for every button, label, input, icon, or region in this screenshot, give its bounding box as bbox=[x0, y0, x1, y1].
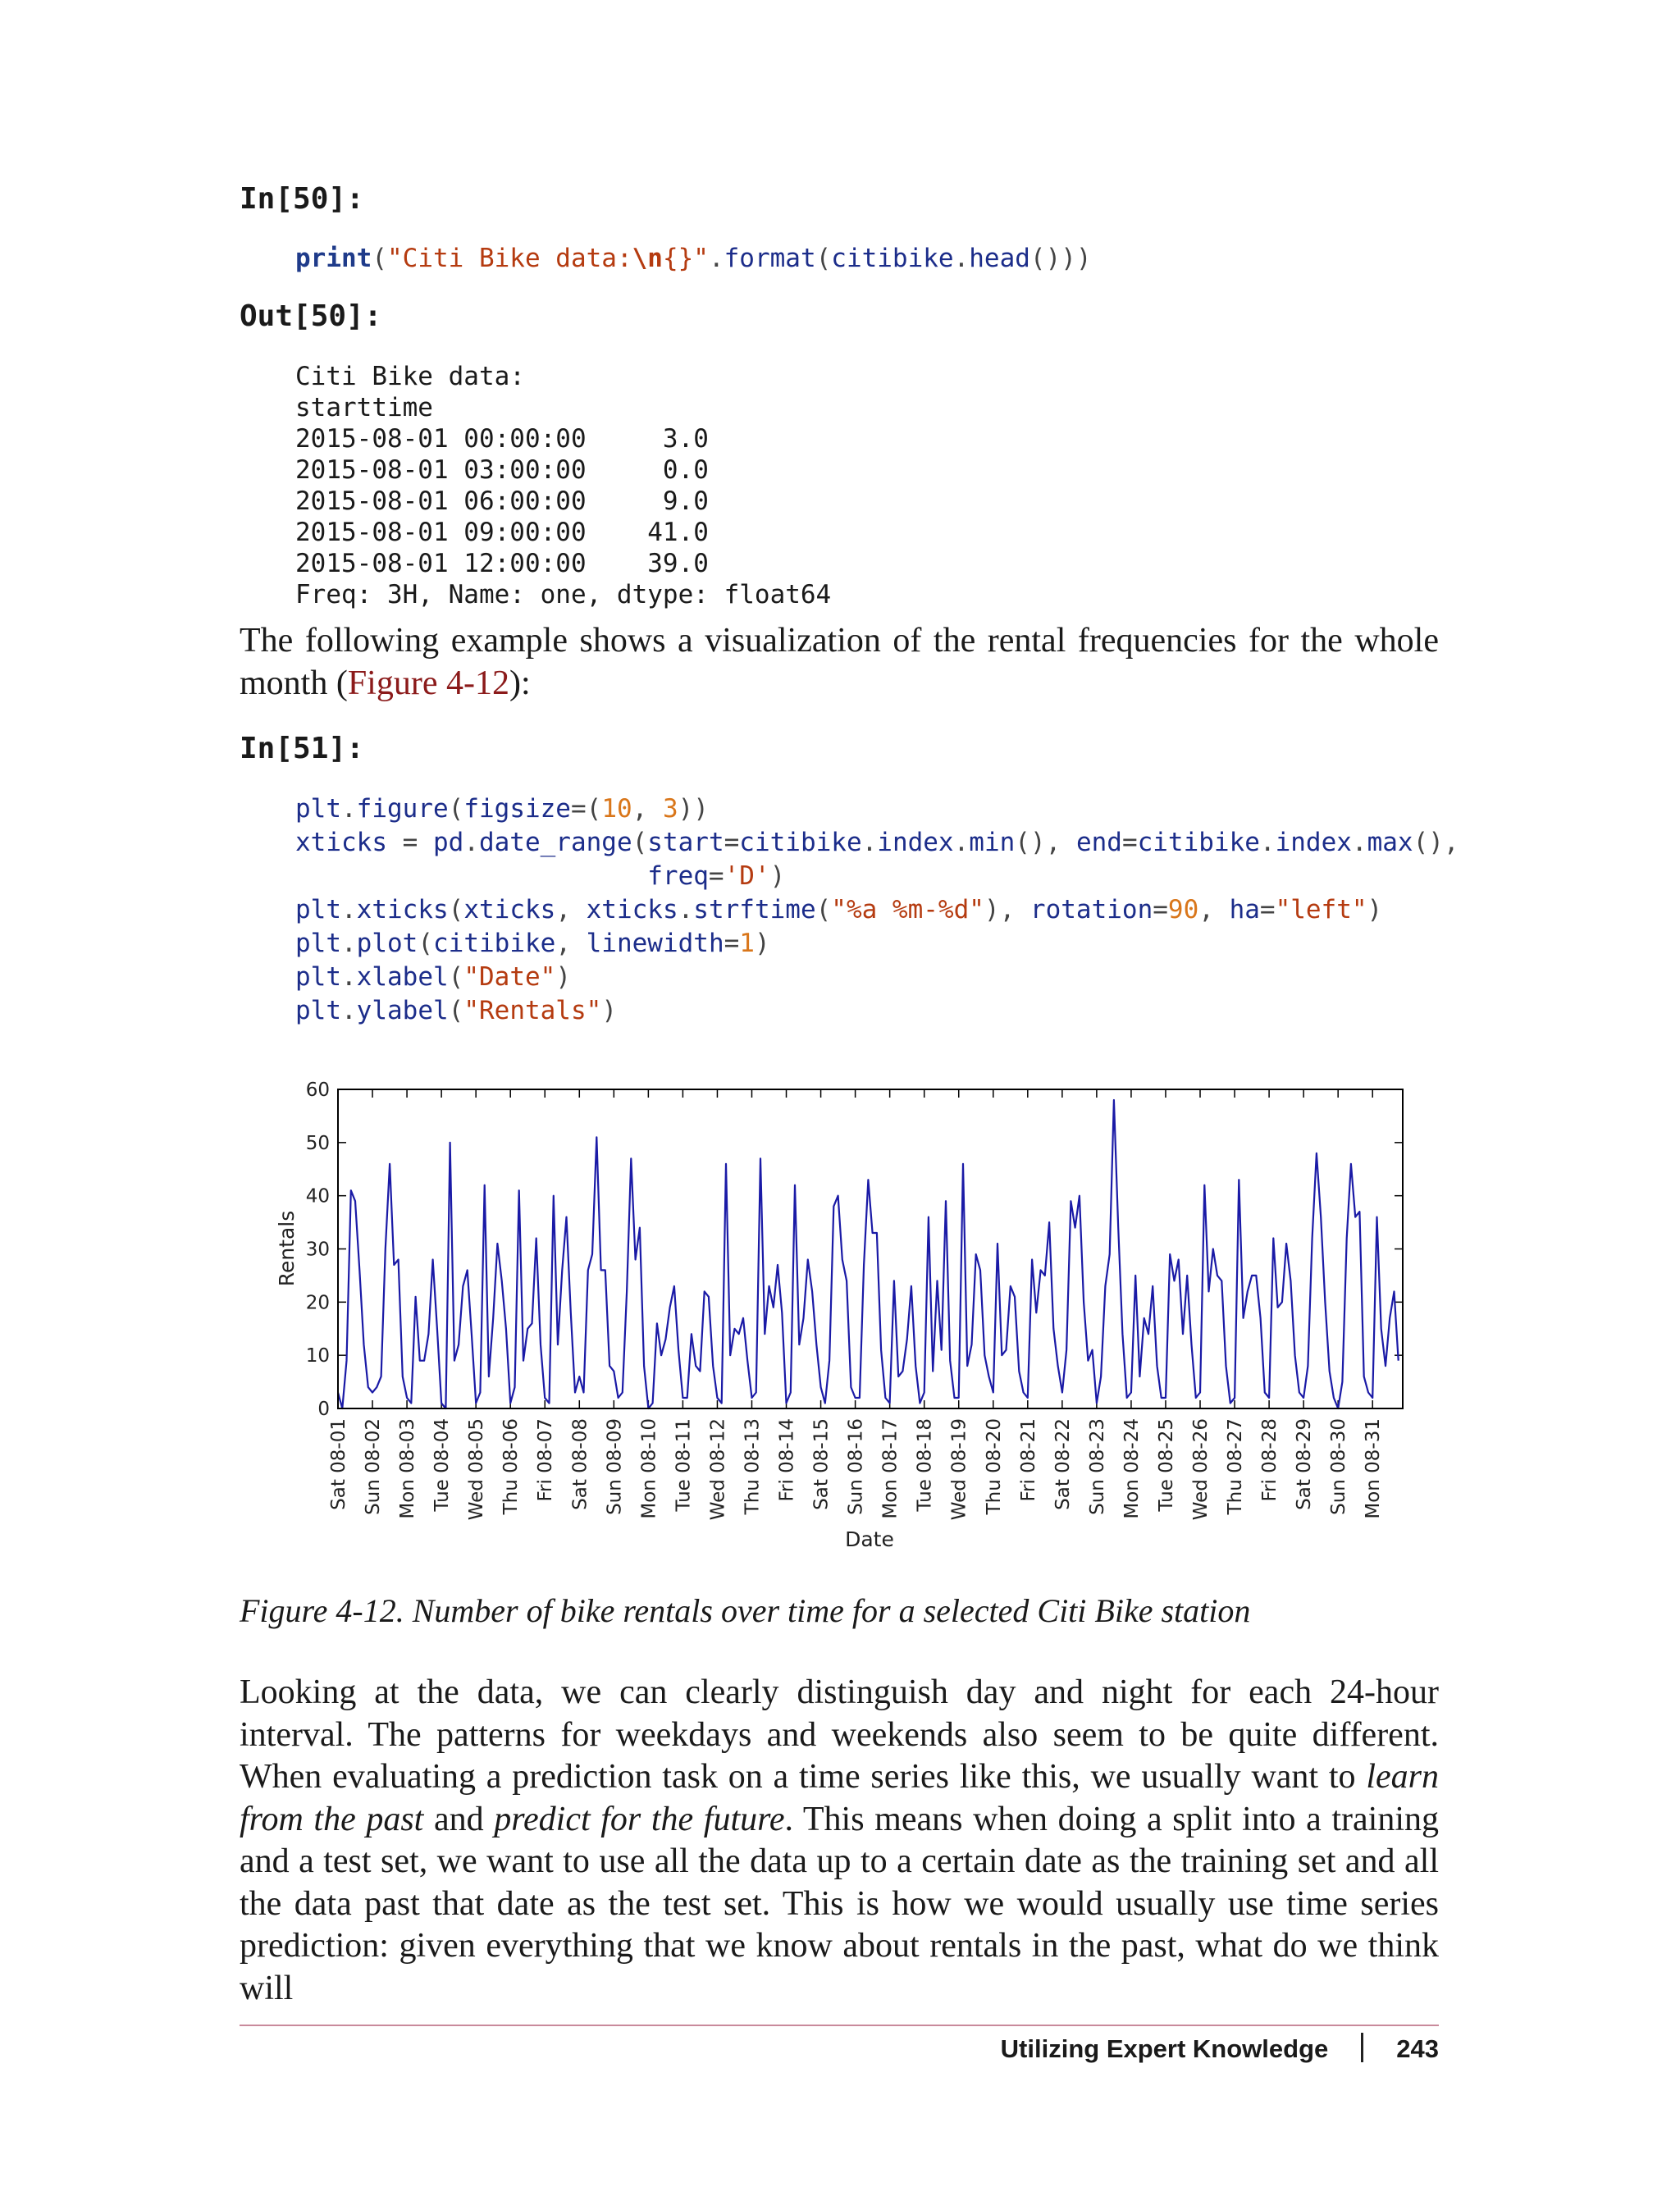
code-token: pd bbox=[432, 828, 464, 857]
code-token: citibike bbox=[433, 929, 556, 958]
code-token: =( bbox=[570, 794, 602, 824]
paragraph-text: ): bbox=[509, 664, 531, 702]
x-tick-label: Tue 08-04 bbox=[431, 1418, 454, 1512]
code-token: = bbox=[724, 929, 740, 958]
code-token: . bbox=[1351, 828, 1367, 857]
code-token: "Rentals" bbox=[463, 996, 602, 1025]
x-tick-label: Mon 08-03 bbox=[397, 1418, 419, 1519]
code-token: figsize bbox=[463, 794, 571, 824]
code-token: = bbox=[1153, 895, 1168, 924]
x-tick-label: Sun 08-23 bbox=[1086, 1418, 1108, 1515]
code-token: ) bbox=[1367, 895, 1383, 924]
code-token: . bbox=[861, 828, 878, 857]
emphasis-text: predict for the future bbox=[494, 1800, 785, 1838]
x-tick-label: Mon 08-24 bbox=[1121, 1418, 1143, 1519]
output-line: 2015-08-01 12:00:00 39.0 bbox=[295, 549, 709, 578]
rentals-line-chart bbox=[262, 1066, 1427, 1559]
code-token: ) bbox=[769, 861, 786, 891]
x-tick-label: Tue 08-11 bbox=[673, 1418, 695, 1512]
y-tick-label: 30 bbox=[305, 1239, 330, 1261]
code-token: ( bbox=[632, 828, 648, 857]
code-token: ( bbox=[372, 244, 387, 273]
output-line: 2015-08-01 06:00:00 9.0 bbox=[295, 486, 709, 516]
paragraph-text: . This means when doing a split into a training and a test set, we want to use all the data up to a certain date as the training set and all the data past that date as the test set. This is how we would usually use time series prediction: given everything that we know about rentals in the past, what do we think will bbox=[240, 1800, 1439, 2007]
code-token: plt bbox=[295, 794, 341, 824]
code-token: . bbox=[678, 895, 694, 924]
y-tick-label: 20 bbox=[305, 1292, 330, 1314]
code-token: citibike bbox=[831, 244, 954, 273]
x-axis-label: Date bbox=[845, 1527, 894, 1551]
code-token: end bbox=[1075, 828, 1122, 857]
x-tick-label: Fri 08-14 bbox=[776, 1418, 798, 1502]
code-token: = bbox=[386, 828, 433, 857]
paragraph-body bbox=[240, 1672, 1439, 2010]
x-tick-label: Sat 08-15 bbox=[810, 1418, 833, 1510]
code-token: ( bbox=[815, 244, 832, 273]
code-token: citibike bbox=[739, 828, 862, 857]
code-token: . bbox=[341, 895, 357, 924]
code-token: ( bbox=[448, 962, 464, 992]
x-tick-label: Fri 08-07 bbox=[535, 1418, 557, 1502]
code-indent bbox=[295, 861, 647, 891]
code-token: 1 bbox=[739, 929, 755, 958]
code-token: . bbox=[341, 996, 357, 1025]
code-token: linewidth bbox=[586, 929, 724, 958]
code-token: format bbox=[724, 244, 816, 273]
code-token: = bbox=[724, 828, 740, 857]
code-token: "Date" bbox=[463, 962, 556, 992]
code-token: ( bbox=[815, 895, 832, 924]
output-line: 2015-08-01 00:00:00 3.0 bbox=[295, 424, 709, 454]
code-token: plt bbox=[295, 996, 341, 1025]
code-token: plt bbox=[295, 962, 341, 992]
code-token: ( bbox=[448, 996, 464, 1025]
x-tick-label: Wed 08-05 bbox=[466, 1418, 488, 1521]
x-tick-label: Sun 08-09 bbox=[604, 1418, 626, 1515]
code-token: . bbox=[953, 244, 970, 273]
code-token: 10 bbox=[601, 794, 632, 824]
paragraph-text: The following example shows a visualization of the rental frequencies for the whole month ( bbox=[240, 622, 1439, 702]
x-tick-label: Thu 08-13 bbox=[742, 1418, 764, 1515]
code-block-print bbox=[295, 242, 1092, 276]
output-line: Citi Bike data: bbox=[295, 362, 525, 391]
paragraph-text: Looking at the data, we can clearly distinguish day and night for each 24-hour interval. The patterns for weekdays and weekends also seem to be quite different. When evaluating a prediction task on a time series like this, we usually want to bbox=[240, 1673, 1439, 1796]
x-tick-label: Sat 08-22 bbox=[1052, 1418, 1074, 1510]
code-output-block bbox=[295, 361, 831, 610]
y-tick-label: 10 bbox=[305, 1345, 330, 1367]
output-line: starttime bbox=[295, 393, 433, 422]
code-token: xticks bbox=[586, 895, 678, 924]
code-token: = bbox=[1121, 828, 1138, 857]
code-token: (), bbox=[1015, 828, 1076, 857]
code-token: rotation bbox=[1029, 895, 1153, 924]
x-tick-label: Sat 08-29 bbox=[1294, 1418, 1316, 1510]
code-token: xlabel bbox=[356, 962, 449, 992]
x-tick-label: Fri 08-21 bbox=[1017, 1418, 1039, 1502]
figure-link[interactable]: Figure 4-12 bbox=[347, 664, 509, 702]
y-tick-label: 60 bbox=[305, 1080, 330, 1101]
x-tick-label: Thu 08-20 bbox=[983, 1418, 1005, 1515]
code-token: . bbox=[463, 828, 479, 857]
code-token: min bbox=[969, 828, 1016, 857]
code-token: . bbox=[341, 929, 357, 958]
code-token: , bbox=[555, 929, 587, 958]
code-token: citibike bbox=[1137, 828, 1260, 857]
code-token: 3 bbox=[662, 794, 678, 824]
y-tick-label: 0 bbox=[317, 1399, 330, 1420]
code-token: ) bbox=[601, 996, 617, 1025]
page-number: 243 bbox=[1396, 2034, 1439, 2063]
code-token: print bbox=[295, 244, 372, 273]
code-token: strftime bbox=[693, 895, 816, 924]
y-axis-label: Rentals bbox=[275, 1210, 299, 1287]
x-tick-label: Tue 08-18 bbox=[914, 1418, 936, 1512]
y-tick-label: 50 bbox=[305, 1132, 330, 1154]
output-line: 2015-08-01 09:00:00 41.0 bbox=[295, 518, 709, 547]
x-tick-label: Fri 08-28 bbox=[1259, 1418, 1281, 1502]
code-token: . bbox=[341, 794, 357, 824]
code-token: . bbox=[341, 962, 357, 992]
code-token: ), bbox=[984, 895, 1030, 924]
code-token: plt bbox=[295, 929, 341, 958]
x-tick-label: Mon 08-10 bbox=[638, 1418, 660, 1519]
input-cell-label: In[51]: bbox=[240, 732, 364, 765]
code-token: ylabel bbox=[356, 996, 449, 1025]
code-token: ())) bbox=[1029, 244, 1092, 273]
code-token: ( bbox=[448, 794, 464, 824]
code-token: xticks bbox=[356, 895, 449, 924]
code-token: , bbox=[1198, 895, 1230, 924]
output-line: Freq: 3H, Name: one, dtype: float64 bbox=[295, 580, 832, 609]
x-tick-label: Sun 08-30 bbox=[1328, 1418, 1350, 1515]
code-token: start bbox=[647, 828, 724, 857]
code-token: . bbox=[953, 828, 970, 857]
x-tick-label: Mon 08-17 bbox=[879, 1418, 902, 1519]
code-token: ( bbox=[448, 895, 464, 924]
code-token: freq bbox=[647, 861, 709, 891]
paragraph-intro bbox=[240, 620, 1439, 705]
code-token: ha bbox=[1229, 895, 1260, 924]
x-tick-label: Wed 08-19 bbox=[948, 1418, 970, 1521]
code-token: \n bbox=[632, 244, 663, 273]
code-token: . bbox=[1259, 828, 1276, 857]
code-token: ( bbox=[418, 929, 433, 958]
code-token: (), bbox=[1413, 828, 1459, 857]
code-token: plot bbox=[356, 929, 418, 958]
x-tick-label: Mon 08-31 bbox=[1363, 1418, 1385, 1519]
y-tick-label: 40 bbox=[305, 1185, 330, 1208]
x-tick-label: Thu 08-06 bbox=[500, 1418, 523, 1515]
x-tick-label: Sat 08-01 bbox=[328, 1418, 349, 1510]
code-token: "Citi Bike data: bbox=[387, 244, 632, 273]
code-token: figure bbox=[356, 794, 449, 824]
output-line: 2015-08-01 03:00:00 0.0 bbox=[295, 455, 709, 485]
code-token: plt bbox=[295, 895, 341, 924]
code-block-plot bbox=[295, 792, 1459, 1028]
code-token: index bbox=[1275, 828, 1352, 857]
code-token: , bbox=[555, 895, 587, 924]
output-cell-label: Out[50]: bbox=[240, 299, 382, 333]
code-token: "left" bbox=[1275, 895, 1367, 924]
code-token: date_range bbox=[478, 828, 632, 857]
emphasis-text: learn from the past bbox=[240, 1758, 1439, 1838]
code-token: = bbox=[708, 861, 724, 891]
code-token: "%a %m-%d" bbox=[831, 895, 984, 924]
x-tick-label: Thu 08-27 bbox=[1225, 1418, 1247, 1515]
page-footer bbox=[1001, 2033, 1439, 2064]
paragraph-text: and bbox=[423, 1800, 495, 1838]
code-token: xticks bbox=[463, 895, 556, 924]
code-token: 'D' bbox=[724, 861, 770, 891]
x-tick-label: Tue 08-25 bbox=[1155, 1418, 1177, 1512]
code-token: ) bbox=[754, 929, 770, 958]
code-token: )) bbox=[678, 794, 709, 824]
code-token: xticks bbox=[295, 828, 387, 857]
code-token: ) bbox=[555, 962, 571, 992]
x-tick-label: Wed 08-12 bbox=[707, 1418, 729, 1521]
code-token: 90 bbox=[1167, 895, 1199, 924]
figure-caption: Figure 4-12. Number of bike rentals over time for a selected Citi Bike station bbox=[240, 1592, 1251, 1629]
series-line bbox=[338, 1100, 1399, 1408]
code-token: head bbox=[969, 244, 1030, 273]
running-head: Utilizing Expert Knowledge bbox=[1000, 2034, 1329, 2063]
code-token: index bbox=[877, 828, 954, 857]
x-tick-label: Sun 08-02 bbox=[363, 1418, 385, 1515]
input-cell-label: In[50]: bbox=[240, 182, 364, 216]
code-token: . bbox=[708, 244, 724, 273]
footer-separator bbox=[1361, 2033, 1363, 2062]
code-token: {}" bbox=[662, 244, 709, 273]
code-token: , bbox=[632, 794, 663, 824]
code-token: max bbox=[1367, 828, 1413, 857]
footer-rule bbox=[240, 2025, 1439, 2026]
x-tick-label: Sat 08-08 bbox=[569, 1418, 591, 1510]
code-token: = bbox=[1259, 895, 1276, 924]
x-tick-label: Wed 08-26 bbox=[1190, 1418, 1212, 1521]
x-tick-label: Sun 08-16 bbox=[845, 1418, 867, 1515]
